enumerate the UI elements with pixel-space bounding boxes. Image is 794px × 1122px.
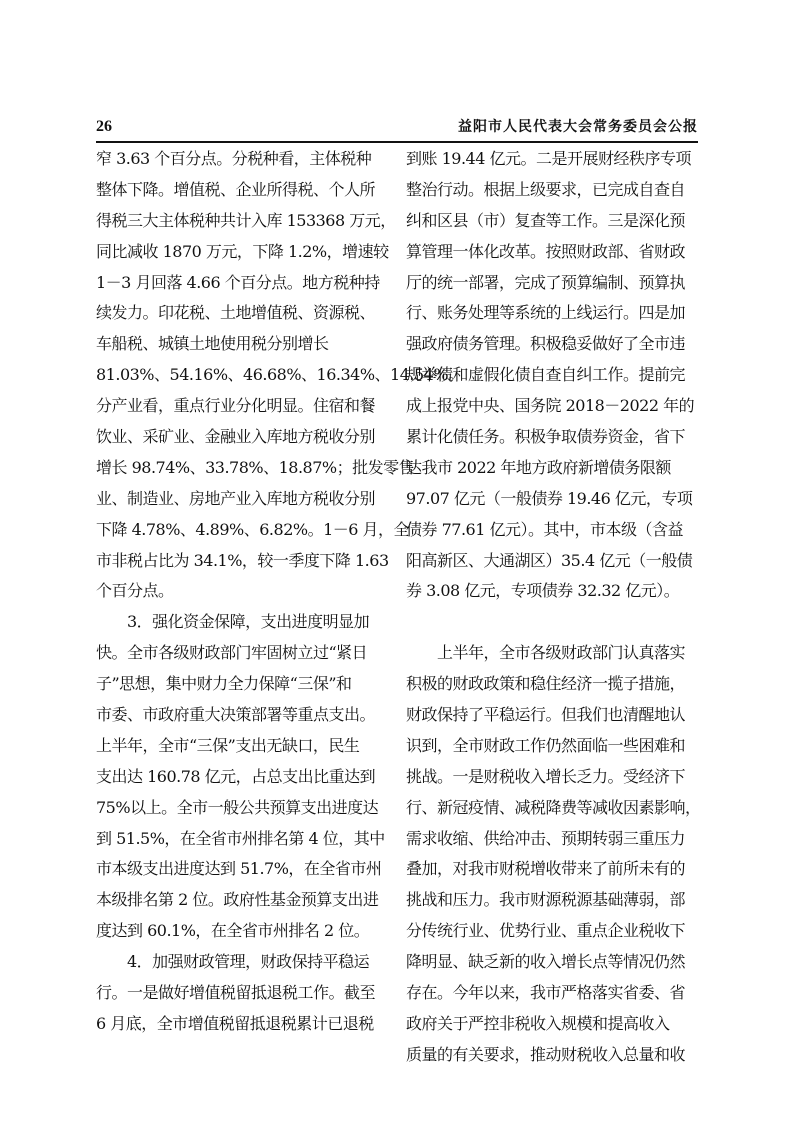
text-line: 上半年，全市各级财政部门认真落实	[406, 643, 686, 663]
text-line: 得税三大主体税种共计入库 153368 万元，	[96, 210, 396, 230]
text-line: 识到，全市财政工作仍然面临一些困难和	[406, 735, 686, 755]
text-line: 累计化债任务。积极争取债券资金，省下	[406, 427, 686, 447]
page-number: 26	[96, 118, 112, 135]
text-line: 强政府债务管理。积极稳妥做好了全市违	[406, 334, 686, 354]
text-line: 纠和区县（市）复查等工作。三是深化预	[406, 210, 686, 230]
text-line: 存在。今年以来，我市严格落实省委、省	[406, 983, 686, 1003]
left-text-column	[96, 144, 464, 1040]
text-line: 质量的有关要求，推动财税收入总量和收	[406, 1044, 686, 1064]
text-line: 行、账务处理等系统的上线运行。四是加	[406, 303, 686, 323]
text-line: 续发力。印花税、土地增值税、资源税、	[96, 303, 376, 323]
text-line: 车船税、城镇土地使用税分别增长	[96, 334, 329, 354]
text-line: 窄 3.63 个百分点。分税种看，主体税种	[96, 149, 372, 168]
text-line: 降明显、缺乏新的收入增长点等情况仍然	[406, 952, 686, 972]
text-line: 4．加强财政管理，财政保持平稳运	[96, 952, 370, 972]
text-line: 分传统行业、优势行业、重点企业税收下	[406, 921, 686, 941]
text-line: 市委、市政府重大决策部署等重点支出。	[96, 705, 376, 725]
text-line: 到账 19.44 亿元。二是开展财经秩序专项	[406, 149, 691, 168]
text-line: 个百分点。	[96, 581, 174, 601]
text-line: 行、新冠疫情、减税降费等减收因素影响，	[406, 797, 701, 817]
text-line: 1－3 月回落 4.66 个百分点。地方税种持	[96, 272, 380, 292]
text-line: 子”思想，集中财力全力保障“三保”和	[96, 674, 352, 694]
text-line: 快。全市各级财政部门牢固树立过“紧日	[96, 643, 368, 663]
text-line: 需求收缩、供给冲击、预期转弱三重压力	[406, 828, 686, 848]
text-line: 支出达 160.78 亿元，占总支出比重达到	[96, 766, 376, 786]
text-line: 到 51.5%，在全省市州排名第 4 位，其中	[96, 828, 385, 848]
text-line: 挑战和压力。我市财源税源基础薄弱，部	[406, 890, 686, 910]
text-line: 达我市 2022 年地方政府新增债务限额	[406, 457, 671, 477]
text-line: 6 月底，全市增值税留抵退税累计已退税	[96, 1013, 374, 1033]
text-line: 市非税占比为 34.1%，较一季度下降 1.63	[96, 550, 389, 570]
publication-title: 益阳市人民代表大会常务委员会公报	[458, 119, 698, 135]
right-text-column	[406, 144, 701, 1071]
text-line: 债券 77.61 亿元）。其中，市本级（含益	[406, 519, 683, 539]
text-line: 规举债和虚假化债自查自纠工作。提前完	[406, 365, 686, 385]
text-line: 下降 4.78%、4.89%、6.82%。1－6 月，全	[96, 519, 410, 539]
text-line: 积极的财政政策和稳住经济一揽子措施，	[406, 674, 686, 694]
text-line: 叠加，对我市财税增收带来了前所未有的	[406, 859, 686, 879]
text-line: 整体下降。增值税、企业所得税、个人所	[96, 179, 376, 199]
text-line: 本级排名第 2 位。政府性基金预算支出进	[96, 890, 379, 910]
text-line: 行。一是做好增值税留抵退税工作。截至	[96, 983, 376, 1003]
text-line: 81.03%、54.16%、46.68%、16.34%、14.54%。	[96, 365, 464, 385]
text-line: 挑战。一是财税收入增长乏力。受经济下	[406, 766, 686, 786]
text-line: 饮业、采矿业、金融业入库地方税收分别	[96, 427, 376, 447]
text-line: 增长 98.74%、33.78%、18.87%；批发零售	[96, 457, 415, 477]
text-line: 同比减收 1870 万元，下降 1.2%，增速较	[96, 241, 389, 261]
text-line: 3．强化资金保障，支出进度明显加	[96, 612, 370, 632]
page-header	[96, 117, 698, 143]
text-line: 75%以上。全市一般公共预算支出进度达	[96, 797, 379, 817]
text-line: 财政保持了平稳运行。但我们也清醒地认	[406, 705, 686, 725]
text-line: 成上报党中央、国务院 2018－2022 年的	[406, 396, 695, 416]
text-line: 政府关于严控非税收入规模和提高收入	[406, 1013, 670, 1033]
text-line: 度达到 60.1%，在全省市州排名 2 位。	[96, 921, 370, 941]
text-line: 分产业看，重点行业分化明显。住宿和餐	[96, 396, 376, 416]
text-line: 上半年，全市“三保”支出无缺口，民生	[96, 735, 360, 755]
text-line: 整治行动。根据上级要求，已完成自查自	[406, 179, 686, 199]
text-line: 市本级支出进度达到 51.7%，在全省市州	[96, 859, 382, 879]
text-line: 厅的统一部署，完成了预算编制、预算执	[406, 272, 686, 292]
text-line: 阳高新区、大通湖区）35.4 亿元（一般债	[406, 550, 693, 570]
text-line	[406, 607, 698, 638]
text-line: 97.07 亿元（一般债券 19.46 亿元，专项	[406, 488, 693, 508]
text-line: 业、制造业、房地产业入库地方税收分别	[96, 488, 376, 508]
text-line: 券 3.08 亿元，专项债券 32.32 亿元）。	[406, 581, 680, 601]
text-line: 算管理一体化改革。按照财政部、省财政	[406, 241, 686, 261]
